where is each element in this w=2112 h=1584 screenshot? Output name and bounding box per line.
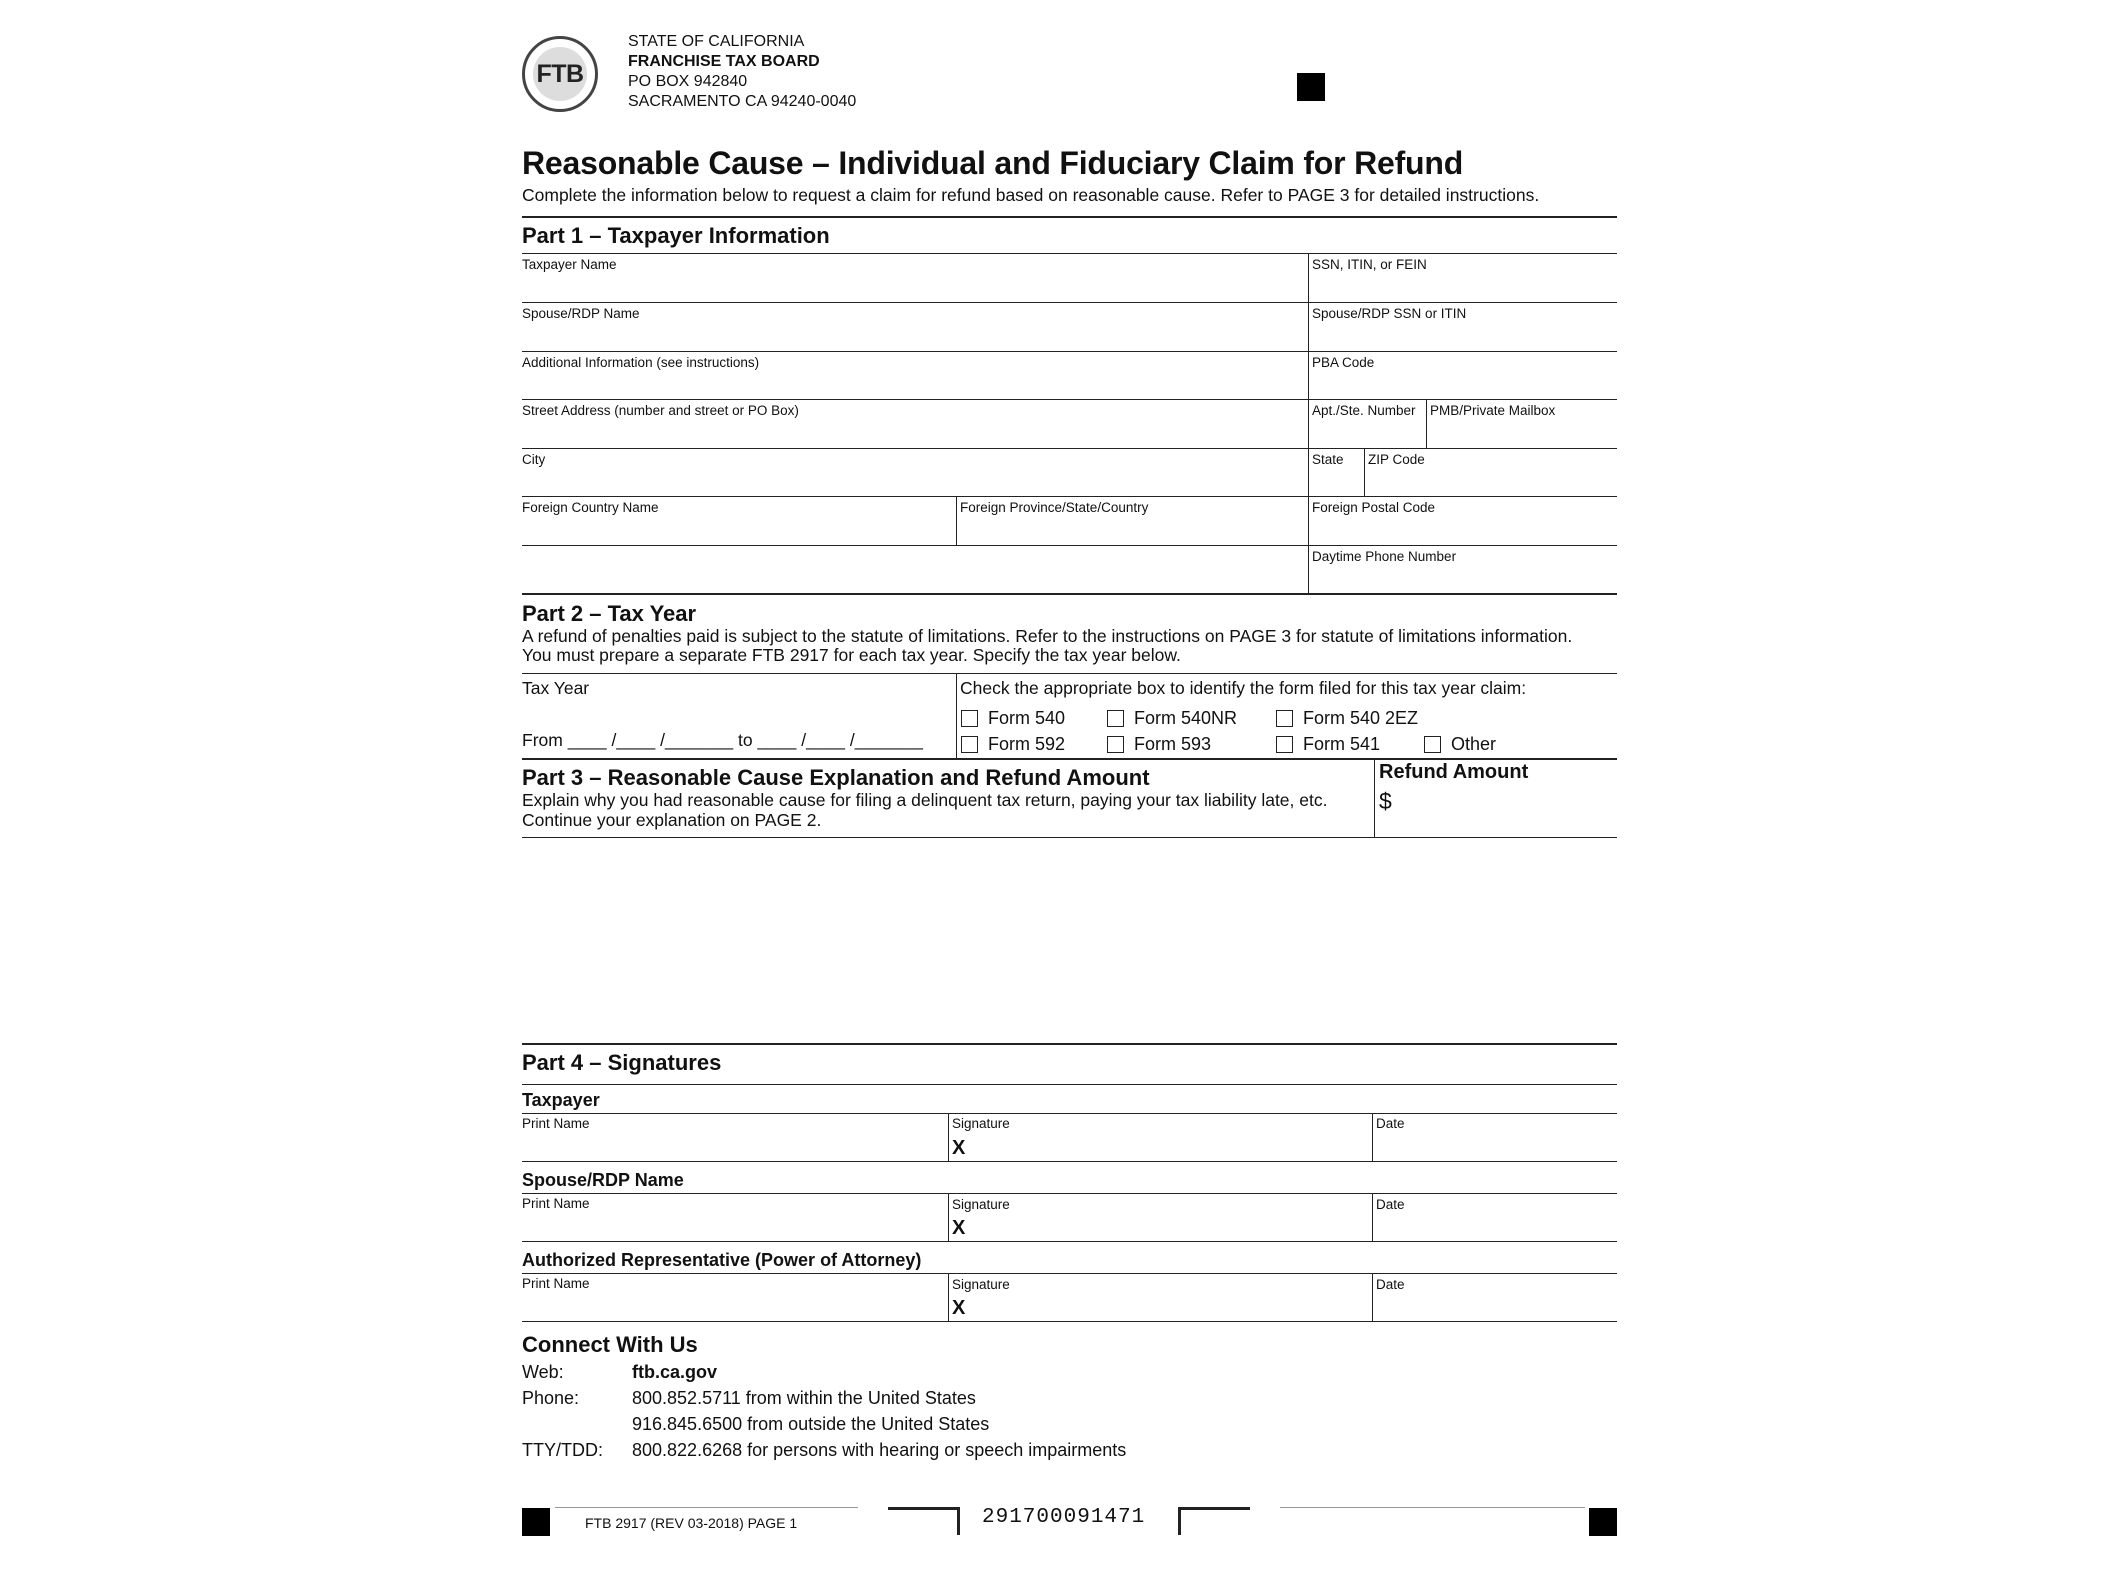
agency-name: FRANCHISE TAX BOARD <box>628 53 820 70</box>
checkbox-form-540nr[interactable]: Form 540NR <box>1107 708 1237 729</box>
phone-domestic: 800.852.5711 from within the United States <box>632 1388 976 1408</box>
signature-x-mark: X <box>952 1217 966 1239</box>
checkbox-form-540[interactable]: Form 540 <box>961 708 1065 729</box>
tty-number: 800.822.6268 for persons with hearing or speech impairments <box>632 1440 1127 1460</box>
pmb-field[interactable]: PMB/Private Mailbox <box>1430 403 1556 418</box>
checkbox-icon[interactable] <box>1107 736 1124 753</box>
taxpayer-signature-heading: Taxpayer <box>522 1090 600 1110</box>
representative-signature-heading: Authorized Representative (Power of Attorney) <box>522 1250 922 1270</box>
street-address-field[interactable]: Street Address (number and street or PO Box) <box>522 403 799 418</box>
additional-info-field[interactable]: Additional Information (see instructions) <box>522 355 760 370</box>
taxpayer-name-field[interactable]: Taxpayer Name <box>522 257 617 272</box>
refund-amount-label: Refund Amount <box>1379 761 1529 783</box>
checkbox-form-592[interactable]: Form 592 <box>961 734 1065 755</box>
tty-label: TTY/TDD: <box>522 1440 603 1460</box>
part3-continue-text: Continue your explanation on PAGE 2. <box>522 810 822 830</box>
agency-po-box: PO BOX 942840 <box>628 73 748 90</box>
checkbox-other[interactable]: Other <box>1424 734 1496 755</box>
foreign-country-field[interactable]: Foreign Country Name <box>522 500 659 515</box>
taxpayer-print-name-field[interactable]: Print Name <box>522 1116 590 1131</box>
representative-signature-field[interactable]: Signature <box>952 1277 1010 1292</box>
phone-international: 916.845.6500 from outside the United States <box>632 1414 990 1434</box>
agency-city: SACRAMENTO CA 94240-0040 <box>628 93 857 110</box>
form-title: Reasonable Cause – Individual and Fiduciary Claim for Refund <box>522 145 1464 181</box>
checkbox-form-593[interactable]: Form 593 <box>1107 734 1211 755</box>
part4-heading: Part 4 – Signatures <box>522 1050 722 1075</box>
ssn-field[interactable]: SSN, ITIN, or FEIN <box>1312 257 1427 272</box>
part3-explain-text: Explain why you had reasonable cause for filing a delinquent tax return, paying your tax liability late, etc. <box>522 790 1328 810</box>
spouse-name-field[interactable]: Spouse/RDP Name <box>522 306 640 321</box>
spouse-signature-field[interactable]: Signature <box>952 1197 1010 1212</box>
signature-x-mark: X <box>952 1297 966 1319</box>
apt-number-field[interactable]: Apt./Ste. Number <box>1312 403 1416 418</box>
checkbox-form-540-2ez[interactable]: Form 540 2EZ <box>1276 708 1418 729</box>
refund-amount-field[interactable]: $ <box>1379 788 1392 814</box>
form-subtitle: Complete the information below to request a claim for refund based on reasonable cause. Refer to PAGE 3 for detailed instructions. <box>522 185 1540 205</box>
explanation-textarea[interactable] <box>522 840 1617 1042</box>
part1-heading: Part 1 – Taxpayer Information <box>522 223 830 248</box>
part2-statute-text: A refund of penalties paid is subject to the statute of limitations. Refer to the instructions on PAGE 3 for statute of limitations information. <box>522 626 1573 646</box>
spouse-signature-heading: Spouse/RDP Name <box>522 1170 684 1190</box>
representative-print-name-field[interactable]: Print Name <box>522 1276 590 1291</box>
checkbox-icon[interactable] <box>1107 710 1124 727</box>
checkbox-form-541[interactable]: Form 541 <box>1276 734 1380 755</box>
barcode-number: 291700091471 <box>982 1506 1146 1529</box>
checkbox-icon[interactable] <box>1276 736 1293 753</box>
tax-year-label: Tax Year <box>522 678 590 698</box>
city-field[interactable]: City <box>522 452 546 467</box>
checkbox-icon[interactable] <box>961 736 978 753</box>
ftb-logo <box>522 36 598 112</box>
foreign-postal-code-field[interactable]: Foreign Postal Code <box>1312 500 1436 515</box>
daytime-phone-field[interactable]: Daytime Phone Number <box>1312 549 1457 564</box>
part2-heading: Part 2 – Tax Year <box>522 601 697 626</box>
phone-label: Phone: <box>522 1388 580 1408</box>
spouse-ssn-field[interactable]: Spouse/RDP SSN or ITIN <box>1312 306 1467 321</box>
taxpayer-signature-field[interactable]: Signature <box>952 1116 1010 1131</box>
pba-code-field[interactable]: PBA Code <box>1312 355 1375 370</box>
representative-date-field[interactable]: Date <box>1376 1277 1405 1292</box>
taxpayer-date-field[interactable]: Date <box>1376 1116 1405 1131</box>
spouse-print-name-field[interactable]: Print Name <box>522 1196 590 1211</box>
state-field[interactable]: State <box>1312 452 1344 467</box>
zip-code-field[interactable]: ZIP Code <box>1368 452 1425 467</box>
spouse-date-field[interactable]: Date <box>1376 1197 1405 1212</box>
tax-year-from-to-field[interactable]: From ____ /____ /_______ to ____ /____ /_______ <box>522 730 923 750</box>
web-label: Web: <box>522 1362 564 1382</box>
registration-mark <box>522 1508 550 1536</box>
logo-text: FTB <box>536 59 584 88</box>
signature-x-mark: X <box>952 1137 966 1159</box>
registration-mark <box>1589 1508 1617 1536</box>
part2-separate-form-text: You must prepare a separate FTB 2917 for each tax year. Specify the tax year below. <box>522 645 1181 665</box>
web-link[interactable]: ftb.ca.gov <box>632 1362 718 1382</box>
agency-state: STATE OF CALIFORNIA <box>628 33 805 50</box>
connect-heading: Connect With Us <box>522 1332 698 1357</box>
form-check-instruction: Check the appropriate box to identify the form filed for this tax year claim: <box>960 678 1527 698</box>
part3-heading: Part 3 – Reasonable Cause Explanation and Refund Amount <box>522 765 1150 790</box>
checkbox-icon[interactable] <box>961 710 978 727</box>
checkbox-icon[interactable] <box>1276 710 1293 727</box>
registration-mark <box>1297 73 1325 101</box>
checkbox-icon[interactable] <box>1424 736 1441 753</box>
form-id: FTB 2917 (REV 03-2018) PAGE 1 <box>585 1515 798 1531</box>
foreign-province-field[interactable]: Foreign Province/State/Country <box>960 500 1149 515</box>
